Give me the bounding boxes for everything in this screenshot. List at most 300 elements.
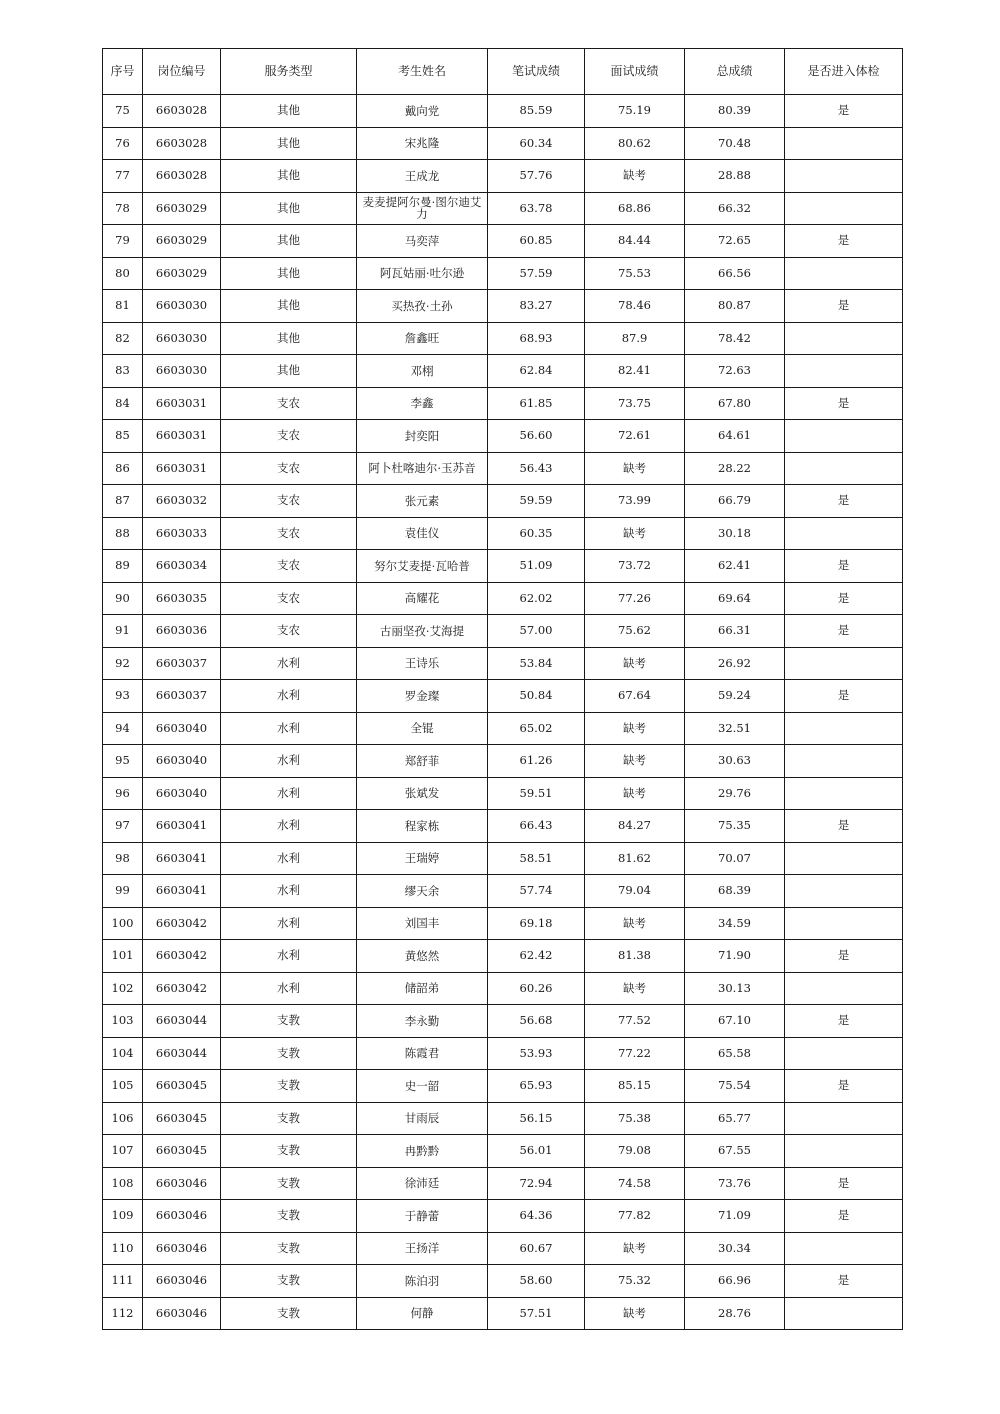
cell-total-score: 59.24 — [685, 680, 785, 713]
cell-total-score: 32.51 — [685, 712, 785, 745]
header-total-score: 总成绩 — [685, 49, 785, 95]
table-row — [103, 712, 903, 745]
cell-seq: 104 — [103, 1037, 143, 1070]
cell-candidate-name: 徐沛廷 — [357, 1167, 488, 1200]
cell-interview-score: 缺考 — [585, 777, 685, 810]
cell-seq: 106 — [103, 1102, 143, 1135]
cell-physical-exam — [785, 1102, 903, 1135]
cell-physical-exam: 是 — [785, 95, 903, 128]
cell-written-score: 65.93 — [488, 1070, 585, 1103]
cell-service-type: 支教 — [221, 1102, 357, 1135]
cell-candidate-name: 阿瓦姑丽·吐尔逊 — [357, 257, 488, 290]
cell-post-code: 6603034 — [143, 550, 221, 583]
cell-candidate-name: 程家栋 — [357, 810, 488, 843]
cell-interview-score: 缺考 — [585, 160, 685, 193]
table-row — [103, 290, 903, 323]
cell-seq: 92 — [103, 647, 143, 680]
cell-written-score: 61.26 — [488, 745, 585, 778]
header-interview-score: 面试成绩 — [585, 49, 685, 95]
table-row — [103, 1102, 903, 1135]
cell-post-code: 6603036 — [143, 615, 221, 648]
cell-interview-score: 84.44 — [585, 225, 685, 258]
cell-service-type: 支农 — [221, 615, 357, 648]
cell-interview-score: 77.52 — [585, 1005, 685, 1038]
cell-total-score: 72.65 — [685, 225, 785, 258]
cell-physical-exam: 是 — [785, 225, 903, 258]
cell-written-score: 68.93 — [488, 322, 585, 355]
cell-post-code: 6603041 — [143, 875, 221, 908]
table-row — [103, 1297, 903, 1330]
cell-physical-exam — [785, 355, 903, 388]
cell-physical-exam: 是 — [785, 387, 903, 420]
cell-post-code: 6603045 — [143, 1135, 221, 1168]
cell-seq: 107 — [103, 1135, 143, 1168]
table-row — [103, 972, 903, 1005]
cell-post-code: 6603037 — [143, 647, 221, 680]
cell-seq: 83 — [103, 355, 143, 388]
cell-candidate-name: 戴向党 — [357, 95, 488, 128]
cell-written-score: 72.94 — [488, 1167, 585, 1200]
cell-candidate-name: 封奕阳 — [357, 420, 488, 453]
cell-service-type: 水利 — [221, 680, 357, 713]
cell-service-type: 支教 — [221, 1135, 357, 1168]
cell-candidate-name: 高耀花 — [357, 582, 488, 615]
cell-physical-exam — [785, 1232, 903, 1265]
cell-physical-exam: 是 — [785, 810, 903, 843]
cell-total-score: 73.76 — [685, 1167, 785, 1200]
cell-service-type: 其他 — [221, 95, 357, 128]
cell-post-code: 6603030 — [143, 355, 221, 388]
cell-post-code: 6603028 — [143, 95, 221, 128]
cell-interview-score: 78.46 — [585, 290, 685, 323]
cell-post-code: 6603031 — [143, 420, 221, 453]
cell-post-code: 6603046 — [143, 1200, 221, 1233]
cell-candidate-name: 阿卜杜喀迪尔·玉苏音 — [357, 452, 488, 485]
cell-candidate-name: 麦麦提阿尔曼·图尔迪艾力 — [357, 192, 488, 225]
cell-interview-score: 77.22 — [585, 1037, 685, 1070]
table-body — [103, 95, 903, 1330]
cell-post-code: 6603042 — [143, 907, 221, 940]
cell-service-type: 支教 — [221, 1070, 357, 1103]
cell-written-score: 83.27 — [488, 290, 585, 323]
table-row — [103, 485, 903, 518]
cell-service-type: 支农 — [221, 452, 357, 485]
cell-interview-score: 81.38 — [585, 940, 685, 973]
table-row — [103, 1167, 903, 1200]
cell-post-code: 6603031 — [143, 452, 221, 485]
cell-post-code: 6603028 — [143, 127, 221, 160]
cell-candidate-name: 于静蕾 — [357, 1200, 488, 1233]
table-row — [103, 1005, 903, 1038]
cell-post-code: 6603030 — [143, 290, 221, 323]
cell-seq: 103 — [103, 1005, 143, 1038]
cell-written-score: 57.74 — [488, 875, 585, 908]
cell-seq: 80 — [103, 257, 143, 290]
table-row — [103, 257, 903, 290]
cell-total-score: 30.18 — [685, 517, 785, 550]
cell-candidate-name: 缪天余 — [357, 875, 488, 908]
cell-seq: 97 — [103, 810, 143, 843]
table-row — [103, 517, 903, 550]
cell-candidate-name: 储韶弟 — [357, 972, 488, 1005]
cell-seq: 99 — [103, 875, 143, 908]
cell-written-score: 58.60 — [488, 1265, 585, 1298]
cell-physical-exam — [785, 842, 903, 875]
cell-physical-exam — [785, 647, 903, 680]
cell-total-score: 65.77 — [685, 1102, 785, 1135]
header-post-code: 岗位编号 — [143, 49, 221, 95]
cell-interview-score: 73.99 — [585, 485, 685, 518]
cell-candidate-name: 王诗乐 — [357, 647, 488, 680]
cell-physical-exam — [785, 712, 903, 745]
cell-interview-score: 82.41 — [585, 355, 685, 388]
table-row — [103, 420, 903, 453]
cell-seq: 81 — [103, 290, 143, 323]
cell-service-type: 支教 — [221, 1297, 357, 1330]
cell-interview-score: 75.19 — [585, 95, 685, 128]
cell-post-code: 6603045 — [143, 1070, 221, 1103]
cell-total-score: 66.96 — [685, 1265, 785, 1298]
cell-physical-exam — [785, 452, 903, 485]
cell-service-type: 水利 — [221, 777, 357, 810]
cell-candidate-name: 王扬洋 — [357, 1232, 488, 1265]
cell-post-code: 6603032 — [143, 485, 221, 518]
cell-physical-exam: 是 — [785, 1070, 903, 1103]
cell-seq: 112 — [103, 1297, 143, 1330]
cell-seq: 86 — [103, 452, 143, 485]
cell-seq: 82 — [103, 322, 143, 355]
cell-physical-exam — [785, 257, 903, 290]
cell-interview-score: 72.61 — [585, 420, 685, 453]
cell-post-code: 6603035 — [143, 582, 221, 615]
cell-interview-score: 77.26 — [585, 582, 685, 615]
table-row — [103, 160, 903, 193]
cell-post-code: 6603040 — [143, 712, 221, 745]
cell-service-type: 支农 — [221, 420, 357, 453]
cell-physical-exam: 是 — [785, 1005, 903, 1038]
cell-interview-score: 75.38 — [585, 1102, 685, 1135]
cell-service-type: 其他 — [221, 322, 357, 355]
cell-seq: 93 — [103, 680, 143, 713]
cell-written-score: 57.00 — [488, 615, 585, 648]
cell-service-type: 支教 — [221, 1232, 357, 1265]
table-row — [103, 1200, 903, 1233]
table-row — [103, 875, 903, 908]
cell-written-score: 66.43 — [488, 810, 585, 843]
cell-post-code: 6603040 — [143, 777, 221, 810]
cell-physical-exam — [785, 875, 903, 908]
cell-seq: 88 — [103, 517, 143, 550]
cell-total-score: 30.63 — [685, 745, 785, 778]
cell-service-type: 水利 — [221, 940, 357, 973]
cell-written-score: 57.76 — [488, 160, 585, 193]
cell-total-score: 80.87 — [685, 290, 785, 323]
cell-interview-score: 缺考 — [585, 517, 685, 550]
cell-written-score: 56.43 — [488, 452, 585, 485]
cell-service-type: 水利 — [221, 842, 357, 875]
cell-written-score: 62.02 — [488, 582, 585, 615]
cell-seq: 76 — [103, 127, 143, 160]
cell-service-type: 水利 — [221, 712, 357, 745]
cell-candidate-name: 李鑫 — [357, 387, 488, 420]
cell-post-code: 6603046 — [143, 1265, 221, 1298]
cell-seq: 84 — [103, 387, 143, 420]
cell-total-score: 69.64 — [685, 582, 785, 615]
cell-candidate-name: 全锟 — [357, 712, 488, 745]
cell-seq: 85 — [103, 420, 143, 453]
cell-candidate-name: 王成龙 — [357, 160, 488, 193]
cell-post-code: 6603042 — [143, 972, 221, 1005]
cell-post-code: 6603044 — [143, 1005, 221, 1038]
header-seq: 序号 — [103, 49, 143, 95]
cell-seq: 96 — [103, 777, 143, 810]
cell-physical-exam — [785, 1297, 903, 1330]
cell-service-type: 支农 — [221, 387, 357, 420]
cell-interview-score: 84.27 — [585, 810, 685, 843]
cell-total-score: 66.31 — [685, 615, 785, 648]
cell-interview-score: 缺考 — [585, 907, 685, 940]
cell-interview-score: 75.53 — [585, 257, 685, 290]
cell-seq: 79 — [103, 225, 143, 258]
cell-physical-exam — [785, 322, 903, 355]
table-row — [103, 225, 903, 258]
cell-written-score: 62.42 — [488, 940, 585, 973]
cell-physical-exam: 是 — [785, 1200, 903, 1233]
cell-seq: 95 — [103, 745, 143, 778]
cell-total-score: 67.55 — [685, 1135, 785, 1168]
cell-candidate-name: 黄悠然 — [357, 940, 488, 973]
cell-interview-score: 75.32 — [585, 1265, 685, 1298]
cell-seq: 75 — [103, 95, 143, 128]
cell-candidate-name: 詹鑫旺 — [357, 322, 488, 355]
cell-interview-score: 缺考 — [585, 1232, 685, 1265]
cell-total-score: 80.39 — [685, 95, 785, 128]
cell-physical-exam — [785, 745, 903, 778]
cell-seq: 105 — [103, 1070, 143, 1103]
table-row — [103, 355, 903, 388]
cell-post-code: 6603046 — [143, 1232, 221, 1265]
cell-post-code: 6603028 — [143, 160, 221, 193]
table-row — [103, 1265, 903, 1298]
cell-written-score: 56.68 — [488, 1005, 585, 1038]
cell-total-score: 62.41 — [685, 550, 785, 583]
cell-post-code: 6603033 — [143, 517, 221, 550]
cell-written-score: 60.35 — [488, 517, 585, 550]
cell-post-code: 6603045 — [143, 1102, 221, 1135]
cell-post-code: 6603046 — [143, 1167, 221, 1200]
cell-seq: 102 — [103, 972, 143, 1005]
header-physical-exam: 是否进入体检 — [785, 49, 903, 95]
cell-physical-exam — [785, 192, 903, 225]
cell-physical-exam: 是 — [785, 1167, 903, 1200]
cell-physical-exam — [785, 777, 903, 810]
cell-seq: 108 — [103, 1167, 143, 1200]
cell-candidate-name: 马奕萍 — [357, 225, 488, 258]
cell-physical-exam: 是 — [785, 290, 903, 323]
cell-service-type: 水利 — [221, 810, 357, 843]
cell-total-score: 72.63 — [685, 355, 785, 388]
cell-interview-score: 缺考 — [585, 745, 685, 778]
cell-physical-exam — [785, 1037, 903, 1070]
table-row — [103, 777, 903, 810]
cell-seq: 89 — [103, 550, 143, 583]
score-table — [102, 48, 903, 1330]
cell-total-score: 75.54 — [685, 1070, 785, 1103]
cell-service-type: 水利 — [221, 875, 357, 908]
cell-candidate-name: 陈泊羽 — [357, 1265, 488, 1298]
cell-post-code: 6603042 — [143, 940, 221, 973]
cell-candidate-name: 李永勤 — [357, 1005, 488, 1038]
cell-total-score: 34.59 — [685, 907, 785, 940]
cell-written-score: 51.09 — [488, 550, 585, 583]
cell-written-score: 62.84 — [488, 355, 585, 388]
cell-total-score: 75.35 — [685, 810, 785, 843]
table-row — [103, 745, 903, 778]
cell-physical-exam: 是 — [785, 550, 903, 583]
cell-post-code: 6603029 — [143, 192, 221, 225]
cell-interview-score: 73.72 — [585, 550, 685, 583]
cell-candidate-name: 袁佳仪 — [357, 517, 488, 550]
cell-total-score: 65.58 — [685, 1037, 785, 1070]
cell-total-score: 64.61 — [685, 420, 785, 453]
cell-written-score: 63.78 — [488, 192, 585, 225]
cell-written-score: 53.93 — [488, 1037, 585, 1070]
cell-interview-score: 87.9 — [585, 322, 685, 355]
cell-service-type: 支教 — [221, 1037, 357, 1070]
cell-written-score: 60.26 — [488, 972, 585, 1005]
table-row — [103, 680, 903, 713]
table-row — [103, 550, 903, 583]
cell-seq: 111 — [103, 1265, 143, 1298]
cell-seq: 90 — [103, 582, 143, 615]
cell-physical-exam — [785, 127, 903, 160]
cell-physical-exam: 是 — [785, 1265, 903, 1298]
cell-candidate-name: 罗金璨 — [357, 680, 488, 713]
table-row — [103, 907, 903, 940]
cell-service-type: 其他 — [221, 225, 357, 258]
cell-candidate-name: 张斌发 — [357, 777, 488, 810]
cell-interview-score: 67.64 — [585, 680, 685, 713]
cell-service-type: 水利 — [221, 647, 357, 680]
table-row — [103, 842, 903, 875]
cell-total-score: 28.22 — [685, 452, 785, 485]
cell-written-score: 60.85 — [488, 225, 585, 258]
cell-total-score: 66.79 — [685, 485, 785, 518]
table-row — [103, 615, 903, 648]
cell-candidate-name: 郑舒菲 — [357, 745, 488, 778]
cell-interview-score: 缺考 — [585, 972, 685, 1005]
cell-physical-exam: 是 — [785, 615, 903, 648]
cell-physical-exam — [785, 160, 903, 193]
cell-interview-score: 缺考 — [585, 452, 685, 485]
cell-physical-exam: 是 — [785, 680, 903, 713]
cell-candidate-name: 冉黔黔 — [357, 1135, 488, 1168]
cell-service-type: 其他 — [221, 355, 357, 388]
header-service-type: 服务类型 — [221, 49, 357, 95]
cell-candidate-name: 努尔艾麦提·瓦哈普 — [357, 550, 488, 583]
cell-physical-exam — [785, 517, 903, 550]
cell-service-type: 水利 — [221, 907, 357, 940]
cell-service-type: 支教 — [221, 1265, 357, 1298]
cell-total-score: 70.07 — [685, 842, 785, 875]
cell-written-score: 64.36 — [488, 1200, 585, 1233]
cell-post-code: 6603041 — [143, 810, 221, 843]
cell-total-score: 68.39 — [685, 875, 785, 908]
cell-candidate-name: 何静 — [357, 1297, 488, 1330]
cell-physical-exam: 是 — [785, 582, 903, 615]
cell-written-score: 69.18 — [488, 907, 585, 940]
cell-written-score: 61.85 — [488, 387, 585, 420]
cell-interview-score: 77.82 — [585, 1200, 685, 1233]
cell-service-type: 其他 — [221, 290, 357, 323]
cell-total-score: 29.76 — [685, 777, 785, 810]
cell-total-score: 28.76 — [685, 1297, 785, 1330]
table-row — [103, 1070, 903, 1103]
cell-written-score: 59.51 — [488, 777, 585, 810]
cell-interview-score: 缺考 — [585, 712, 685, 745]
cell-post-code: 6603041 — [143, 842, 221, 875]
cell-candidate-name: 邓栩 — [357, 355, 488, 388]
table-row — [103, 322, 903, 355]
table-row — [103, 387, 903, 420]
cell-written-score: 65.02 — [488, 712, 585, 745]
cell-written-score: 58.51 — [488, 842, 585, 875]
cell-service-type: 支农 — [221, 582, 357, 615]
cell-total-score: 66.32 — [685, 192, 785, 225]
cell-interview-score: 80.62 — [585, 127, 685, 160]
cell-written-score: 56.01 — [488, 1135, 585, 1168]
cell-post-code: 6603040 — [143, 745, 221, 778]
cell-interview-score: 缺考 — [585, 1297, 685, 1330]
cell-candidate-name: 张元素 — [357, 485, 488, 518]
cell-post-code: 6603029 — [143, 257, 221, 290]
cell-candidate-name: 陈霞君 — [357, 1037, 488, 1070]
cell-seq: 109 — [103, 1200, 143, 1233]
cell-interview-score: 缺考 — [585, 647, 685, 680]
cell-interview-score: 79.04 — [585, 875, 685, 908]
cell-post-code: 6603029 — [143, 225, 221, 258]
cell-service-type: 其他 — [221, 257, 357, 290]
cell-candidate-name: 王瑞婷 — [357, 842, 488, 875]
cell-total-score: 71.09 — [685, 1200, 785, 1233]
cell-seq: 91 — [103, 615, 143, 648]
cell-service-type: 支农 — [221, 517, 357, 550]
cell-interview-score: 85.15 — [585, 1070, 685, 1103]
cell-written-score: 50.84 — [488, 680, 585, 713]
cell-seq: 100 — [103, 907, 143, 940]
cell-seq: 87 — [103, 485, 143, 518]
table-row — [103, 1232, 903, 1265]
header-written-score: 笔试成绩 — [488, 49, 585, 95]
cell-post-code: 6603037 — [143, 680, 221, 713]
cell-service-type: 支教 — [221, 1200, 357, 1233]
cell-service-type: 支教 — [221, 1005, 357, 1038]
cell-seq: 110 — [103, 1232, 143, 1265]
cell-total-score: 66.56 — [685, 257, 785, 290]
cell-seq: 77 — [103, 160, 143, 193]
cell-total-score: 67.10 — [685, 1005, 785, 1038]
table-row — [103, 810, 903, 843]
cell-interview-score: 68.86 — [585, 192, 685, 225]
cell-physical-exam — [785, 420, 903, 453]
cell-written-score: 59.59 — [488, 485, 585, 518]
cell-post-code: 6603044 — [143, 1037, 221, 1070]
cell-service-type: 水利 — [221, 745, 357, 778]
cell-post-code: 6603030 — [143, 322, 221, 355]
cell-seq: 98 — [103, 842, 143, 875]
cell-candidate-name: 刘国丰 — [357, 907, 488, 940]
cell-service-type: 支教 — [221, 1167, 357, 1200]
